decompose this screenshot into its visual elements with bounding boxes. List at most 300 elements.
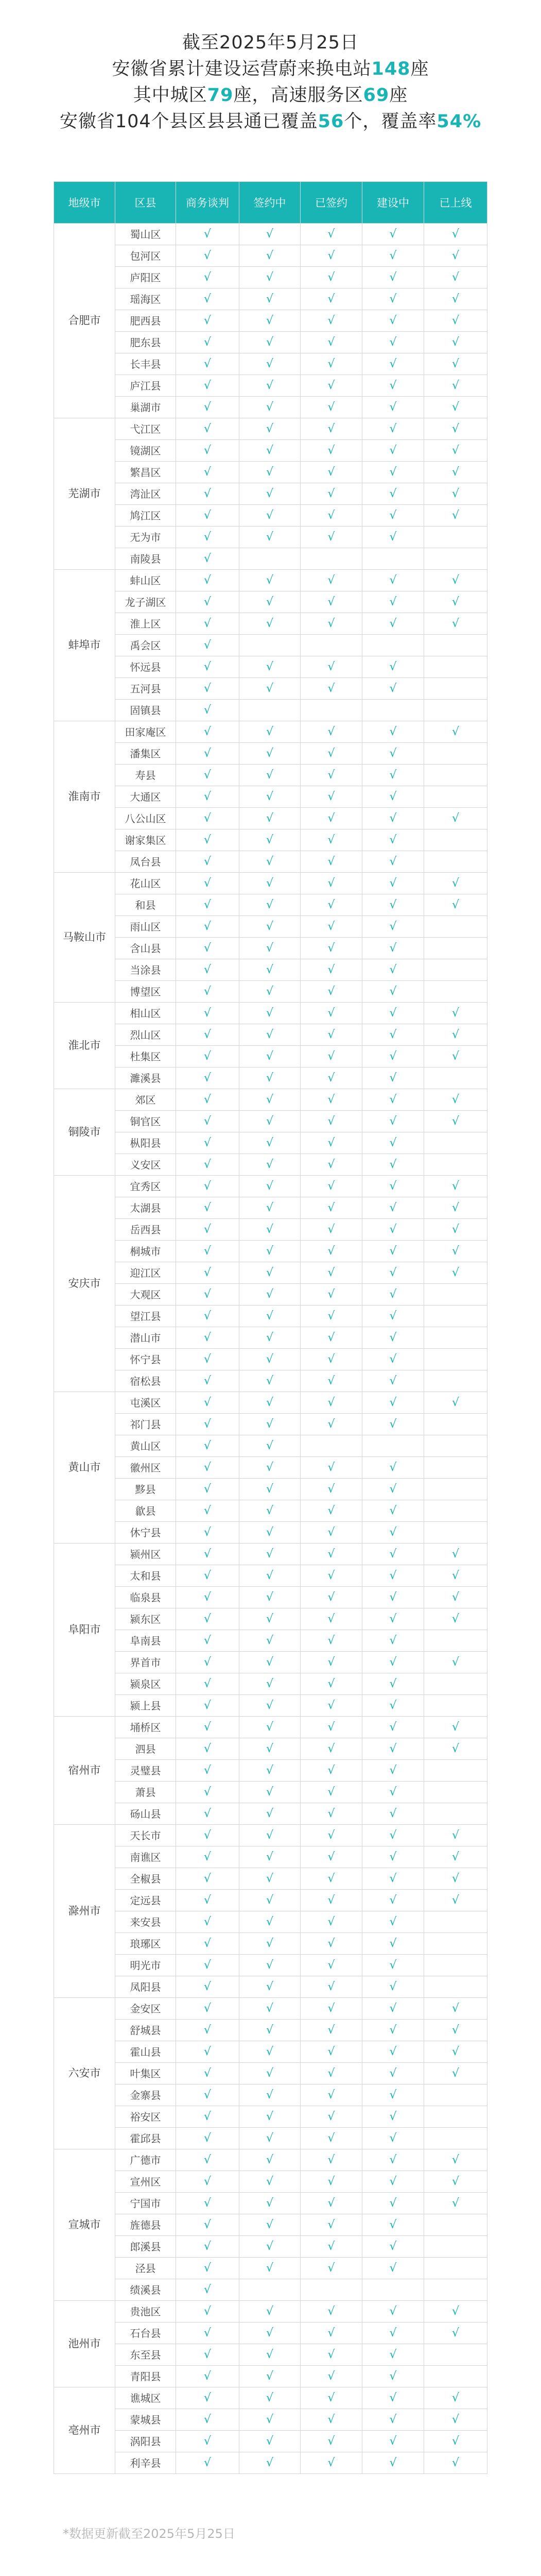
check-mark: √ — [239, 1479, 301, 1500]
empty-cell — [424, 1132, 487, 1154]
check-mark: √ — [176, 1370, 239, 1392]
table-row — [54, 959, 487, 981]
check-mark: √ — [362, 1955, 424, 1976]
empty-cell — [301, 635, 362, 656]
county-cell: 天长市 — [115, 1825, 176, 1846]
table-row — [54, 224, 487, 245]
county-cell: 灵璧县 — [115, 1760, 176, 1782]
table-row — [54, 1803, 487, 1825]
check-mark: √ — [239, 613, 301, 635]
county-cell: 颍上县 — [115, 1695, 176, 1717]
check-mark: √ — [176, 1890, 239, 1911]
county-cell: 杜集区 — [115, 1046, 176, 1067]
check-mark: √ — [239, 1197, 301, 1219]
check-mark: √ — [301, 829, 362, 851]
county-cell: 霍山县 — [115, 2041, 176, 2063]
check-mark: √ — [301, 1587, 362, 1608]
county-cell: 怀宁县 — [115, 1349, 176, 1370]
check-mark: √ — [176, 1262, 239, 1284]
table-row — [54, 765, 487, 786]
check-mark: √ — [176, 2366, 239, 2387]
empty-cell — [424, 1414, 487, 1435]
check-mark: √ — [301, 1825, 362, 1846]
check-mark: √ — [176, 1003, 239, 1024]
check-mark: √ — [424, 721, 487, 743]
county-cell: 桐城市 — [115, 1241, 176, 1262]
check-mark: √ — [239, 678, 301, 700]
table-row — [54, 1998, 487, 2020]
check-mark: √ — [362, 1284, 424, 1306]
empty-cell — [239, 548, 301, 570]
county-cell: 潘集区 — [115, 743, 176, 765]
county-cell: 来安县 — [115, 1911, 176, 1933]
empty-cell — [301, 2279, 362, 2301]
check-mark: √ — [424, 1089, 487, 1111]
city-cell: 铜陵市 — [54, 1089, 115, 1176]
county-cell: 谯城区 — [115, 2387, 176, 2409]
check-mark: √ — [239, 267, 301, 289]
check-mark: √ — [362, 1024, 424, 1046]
check-mark: √ — [362, 1067, 424, 1089]
check-mark: √ — [362, 1890, 424, 1911]
check-mark: √ — [301, 2301, 362, 2323]
county-cell: 湾沚区 — [115, 483, 176, 505]
empty-cell — [424, 1306, 487, 1327]
county-cell: 镜湖区 — [115, 440, 176, 462]
check-mark: √ — [424, 894, 487, 916]
check-mark: √ — [362, 1911, 424, 1933]
check-mark: √ — [362, 418, 424, 440]
check-mark: √ — [301, 2063, 362, 2084]
county-cell: 休宁县 — [115, 1522, 176, 1544]
county-cell: 瑶海区 — [115, 289, 176, 310]
check-mark: √ — [362, 1046, 424, 1067]
table-row — [54, 1565, 487, 1587]
check-mark: √ — [301, 332, 362, 353]
empty-cell — [424, 527, 487, 548]
empty-cell — [424, 1457, 487, 1479]
county-cell: 绩溪县 — [115, 2279, 176, 2301]
empty-cell — [362, 700, 424, 721]
table-row — [54, 1608, 487, 1630]
table-row — [54, 1262, 487, 1284]
check-mark: √ — [239, 1219, 301, 1241]
check-mark: √ — [176, 2323, 239, 2344]
check-mark: √ — [176, 808, 239, 829]
check-mark: √ — [176, 289, 239, 310]
check-mark: √ — [301, 851, 362, 873]
county-cell: 宣州区 — [115, 2171, 176, 2193]
check-mark: √ — [424, 2387, 487, 2409]
county-cell: 弋江区 — [115, 418, 176, 440]
check-mark: √ — [176, 2041, 239, 2063]
check-mark: √ — [176, 873, 239, 894]
check-mark: √ — [424, 505, 487, 527]
check-mark: √ — [239, 786, 301, 808]
city-cell: 阜阳市 — [54, 1544, 115, 1717]
check-mark: √ — [424, 1565, 487, 1587]
empty-cell — [424, 1067, 487, 1089]
county-cell: 宿松县 — [115, 1370, 176, 1392]
check-mark: √ — [301, 613, 362, 635]
table-row — [54, 1587, 487, 1608]
check-mark: √ — [239, 2366, 301, 2387]
check-mark: √ — [301, 1024, 362, 1046]
check-mark: √ — [239, 1673, 301, 1695]
check-mark: √ — [176, 2149, 239, 2171]
county-cell: 砀山县 — [115, 1803, 176, 1825]
check-mark: √ — [239, 2409, 301, 2431]
check-mark: √ — [424, 808, 487, 829]
check-mark: √ — [176, 1176, 239, 1197]
check-mark: √ — [424, 2431, 487, 2452]
check-mark: √ — [424, 2323, 487, 2344]
check-mark: √ — [239, 1717, 301, 1738]
check-mark: √ — [176, 959, 239, 981]
county-cell: 定远县 — [115, 1890, 176, 1911]
check-mark: √ — [424, 289, 487, 310]
table-row — [54, 2084, 487, 2106]
check-mark: √ — [301, 418, 362, 440]
check-mark: √ — [362, 397, 424, 418]
check-mark: √ — [239, 1370, 301, 1392]
county-cell: 蜀山区 — [115, 224, 176, 245]
check-mark: √ — [362, 2149, 424, 2171]
check-mark: √ — [239, 1782, 301, 1803]
check-mark: √ — [362, 2301, 424, 2323]
empty-cell — [424, 916, 487, 938]
check-mark: √ — [239, 1046, 301, 1067]
empty-cell — [424, 2344, 487, 2366]
table-row — [54, 2236, 487, 2258]
check-mark: √ — [362, 1176, 424, 1197]
check-mark: √ — [424, 1608, 487, 1630]
check-mark: √ — [362, 591, 424, 613]
table-row — [54, 981, 487, 1003]
check-mark: √ — [301, 505, 362, 527]
header-signing: 签约中 — [239, 182, 301, 224]
county-cell: 颍东区 — [115, 1608, 176, 1630]
check-mark: √ — [239, 1132, 301, 1154]
table-row — [54, 1738, 487, 1760]
table-row — [54, 570, 487, 591]
check-mark: √ — [424, 310, 487, 332]
check-mark: √ — [301, 1176, 362, 1197]
check-mark: √ — [424, 1846, 487, 1868]
check-mark: √ — [239, 743, 301, 765]
table-row — [54, 2279, 487, 2301]
check-mark: √ — [362, 1976, 424, 1998]
check-mark: √ — [176, 613, 239, 635]
check-mark: √ — [301, 721, 362, 743]
check-mark: √ — [176, 2258, 239, 2279]
check-mark: √ — [301, 1630, 362, 1652]
check-mark: √ — [176, 1219, 239, 1241]
summary-header — [0, 0, 541, 132]
check-mark: √ — [176, 1608, 239, 1630]
county-cell: 淮上区 — [115, 613, 176, 635]
check-mark: √ — [362, 2236, 424, 2258]
check-mark: √ — [362, 873, 424, 894]
county-cell: 旌德县 — [115, 2214, 176, 2236]
check-mark: √ — [301, 1241, 362, 1262]
county-cell: 迎江区 — [115, 1262, 176, 1284]
county-cell: 裕安区 — [115, 2106, 176, 2128]
check-mark: √ — [176, 2431, 239, 2452]
check-mark: √ — [176, 267, 239, 289]
check-mark: √ — [239, 483, 301, 505]
county-cell: 铜官区 — [115, 1111, 176, 1132]
check-mark: √ — [176, 1630, 239, 1652]
county-cell: 广德市 — [115, 2149, 176, 2171]
check-mark: √ — [301, 1500, 362, 1522]
check-mark: √ — [301, 1219, 362, 1241]
check-mark: √ — [424, 2193, 487, 2214]
summary-urban-label: 其中城区 — [133, 85, 207, 106]
footnote: *数据更新截至2025年5月25日 — [63, 2527, 235, 2541]
county-cell: 怀远县 — [115, 656, 176, 678]
check-mark: √ — [362, 1500, 424, 1522]
county-cell: 岳西县 — [115, 1219, 176, 1241]
city-cell: 黄山市 — [54, 1392, 115, 1544]
check-mark: √ — [362, 1738, 424, 1760]
check-mark: √ — [301, 1782, 362, 1803]
check-mark: √ — [424, 1176, 487, 1197]
check-mark: √ — [301, 289, 362, 310]
table-row — [54, 1024, 487, 1046]
check-mark: √ — [239, 527, 301, 548]
check-mark: √ — [176, 2409, 239, 2431]
county-cell: 萧县 — [115, 1782, 176, 1803]
check-mark: √ — [301, 462, 362, 483]
check-mark: √ — [301, 786, 362, 808]
check-mark: √ — [424, 2171, 487, 2193]
check-mark: √ — [424, 1024, 487, 1046]
county-cell: 南谯区 — [115, 1846, 176, 1868]
check-mark: √ — [176, 981, 239, 1003]
check-mark: √ — [239, 1976, 301, 1998]
check-mark: √ — [176, 2193, 239, 2214]
check-mark: √ — [362, 1868, 424, 1890]
check-mark: √ — [176, 245, 239, 267]
check-mark: √ — [239, 2063, 301, 2084]
empty-cell — [424, 656, 487, 678]
check-mark: √ — [239, 1565, 301, 1587]
check-mark: √ — [362, 462, 424, 483]
table-row — [54, 1392, 487, 1414]
check-mark: √ — [176, 1825, 239, 1846]
county-cell: 界首市 — [115, 1652, 176, 1673]
check-mark: √ — [176, 2452, 239, 2474]
check-mark: √ — [362, 332, 424, 353]
check-mark: √ — [362, 1349, 424, 1370]
table-row — [54, 613, 487, 635]
county-cell: 大观区 — [115, 1284, 176, 1306]
empty-cell — [239, 2279, 301, 2301]
county-cell: 埇桥区 — [115, 1717, 176, 1738]
table-header-row — [54, 182, 487, 224]
empty-cell — [424, 938, 487, 959]
empty-cell — [424, 1327, 487, 1349]
check-mark: √ — [301, 1673, 362, 1695]
check-mark: √ — [176, 1349, 239, 1370]
check-mark: √ — [424, 440, 487, 462]
check-mark: √ — [301, 656, 362, 678]
check-mark: √ — [239, 2452, 301, 2474]
check-mark: √ — [176, 1976, 239, 1998]
city-cell: 池州市 — [54, 2301, 115, 2387]
check-mark: √ — [176, 375, 239, 397]
table-row — [54, 2128, 487, 2149]
check-mark: √ — [424, 1197, 487, 1219]
empty-cell — [424, 1154, 487, 1176]
empty-cell — [424, 2084, 487, 2106]
check-mark: √ — [176, 1284, 239, 1306]
check-mark: √ — [239, 2020, 301, 2041]
empty-cell — [424, 2279, 487, 2301]
check-mark: √ — [301, 808, 362, 829]
check-mark: √ — [301, 1197, 362, 1219]
empty-cell — [424, 548, 487, 570]
summary-highway-unit: 座 — [389, 85, 408, 106]
table-row — [54, 1955, 487, 1976]
table-row — [54, 894, 487, 916]
check-mark: √ — [362, 1197, 424, 1219]
county-cell: 颍州区 — [115, 1544, 176, 1565]
county-cell: 利辛县 — [115, 2452, 176, 2474]
table-row — [54, 1652, 487, 1673]
check-mark: √ — [301, 353, 362, 375]
county-cell: 义安区 — [115, 1154, 176, 1176]
check-mark: √ — [239, 2041, 301, 2063]
table-row — [54, 462, 487, 483]
empty-cell — [424, 1803, 487, 1825]
check-mark: √ — [239, 1738, 301, 1760]
header-online: 已上线 — [424, 182, 487, 224]
table-row — [54, 2171, 487, 2193]
check-mark: √ — [239, 2344, 301, 2366]
check-mark: √ — [239, 2431, 301, 2452]
check-mark: √ — [239, 2128, 301, 2149]
table-row — [54, 2041, 487, 2063]
table-row — [54, 1414, 487, 1435]
check-mark: √ — [301, 1327, 362, 1349]
check-mark: √ — [239, 1435, 301, 1457]
check-mark: √ — [424, 483, 487, 505]
table-row — [54, 873, 487, 894]
check-mark: √ — [239, 1414, 301, 1435]
county-cell: 博望区 — [115, 981, 176, 1003]
empty-cell — [424, 851, 487, 873]
county-cell: 全椒县 — [115, 1868, 176, 1890]
check-mark: √ — [362, 2106, 424, 2128]
check-mark: √ — [176, 743, 239, 765]
check-mark: √ — [362, 1544, 424, 1565]
city-cell: 安庆市 — [54, 1176, 115, 1392]
check-mark: √ — [362, 2193, 424, 2214]
check-mark: √ — [176, 2063, 239, 2084]
check-mark: √ — [301, 2128, 362, 2149]
table-row — [54, 1479, 487, 1500]
empty-cell — [424, 678, 487, 700]
check-mark: √ — [301, 224, 362, 245]
check-mark: √ — [176, 2344, 239, 2366]
check-mark: √ — [362, 1327, 424, 1349]
table-row — [54, 1868, 487, 1890]
check-mark: √ — [176, 1695, 239, 1717]
empty-cell — [424, 1933, 487, 1955]
check-mark: √ — [301, 938, 362, 959]
table-row — [54, 2193, 487, 2214]
county-cell: 肥西县 — [115, 310, 176, 332]
check-mark: √ — [176, 505, 239, 527]
county-cell: 枞阳县 — [115, 1132, 176, 1154]
county-cell: 南陵县 — [115, 548, 176, 570]
check-mark: √ — [176, 2084, 239, 2106]
empty-cell — [424, 1349, 487, 1370]
county-cell: 庐江县 — [115, 375, 176, 397]
check-mark: √ — [239, 1695, 301, 1717]
summary-total-unit: 座 — [410, 59, 429, 79]
check-mark: √ — [239, 2301, 301, 2323]
empty-cell — [424, 1782, 487, 1803]
check-mark: √ — [239, 332, 301, 353]
table-row — [54, 938, 487, 959]
check-mark: √ — [362, 570, 424, 591]
table-row — [54, 1846, 487, 1868]
city-cell: 合肥市 — [54, 224, 115, 418]
check-mark: √ — [362, 656, 424, 678]
check-mark: √ — [239, 981, 301, 1003]
empty-cell — [424, 2214, 487, 2236]
check-mark: √ — [176, 1327, 239, 1349]
table-row — [54, 375, 487, 397]
check-mark: √ — [424, 1111, 487, 1132]
check-mark: √ — [301, 765, 362, 786]
check-mark: √ — [424, 2452, 487, 2474]
table-row — [54, 397, 487, 418]
check-mark: √ — [301, 1911, 362, 1933]
city-cell: 马鞍山市 — [54, 873, 115, 1003]
table-row — [54, 2301, 487, 2323]
summary-highway-label: 座，高速服务区 — [233, 85, 363, 106]
table-row — [54, 2106, 487, 2128]
check-mark: √ — [176, 2279, 239, 2301]
check-mark: √ — [176, 2236, 239, 2258]
check-mark: √ — [239, 1868, 301, 1890]
check-mark: √ — [176, 1738, 239, 1760]
check-mark: √ — [301, 2452, 362, 2474]
summary-covered-number: 56 — [318, 111, 344, 132]
empty-cell — [424, 2128, 487, 2149]
check-mark: √ — [239, 1262, 301, 1284]
check-mark: √ — [239, 2106, 301, 2128]
empty-cell — [301, 548, 362, 570]
table-row — [54, 1782, 487, 1803]
check-mark: √ — [176, 916, 239, 938]
table-row — [54, 1284, 487, 1306]
check-mark: √ — [424, 1219, 487, 1241]
check-mark: √ — [239, 873, 301, 894]
check-mark: √ — [424, 418, 487, 440]
table-row — [54, 1154, 487, 1176]
summary-total-text: 安徽省累计建设运营蔚来换电站 — [112, 59, 372, 79]
check-mark: √ — [362, 1587, 424, 1608]
check-mark: √ — [176, 1803, 239, 1825]
table-row — [54, 1067, 487, 1089]
county-cell: 霍邱县 — [115, 2128, 176, 2149]
station-status-table — [54, 181, 487, 2474]
